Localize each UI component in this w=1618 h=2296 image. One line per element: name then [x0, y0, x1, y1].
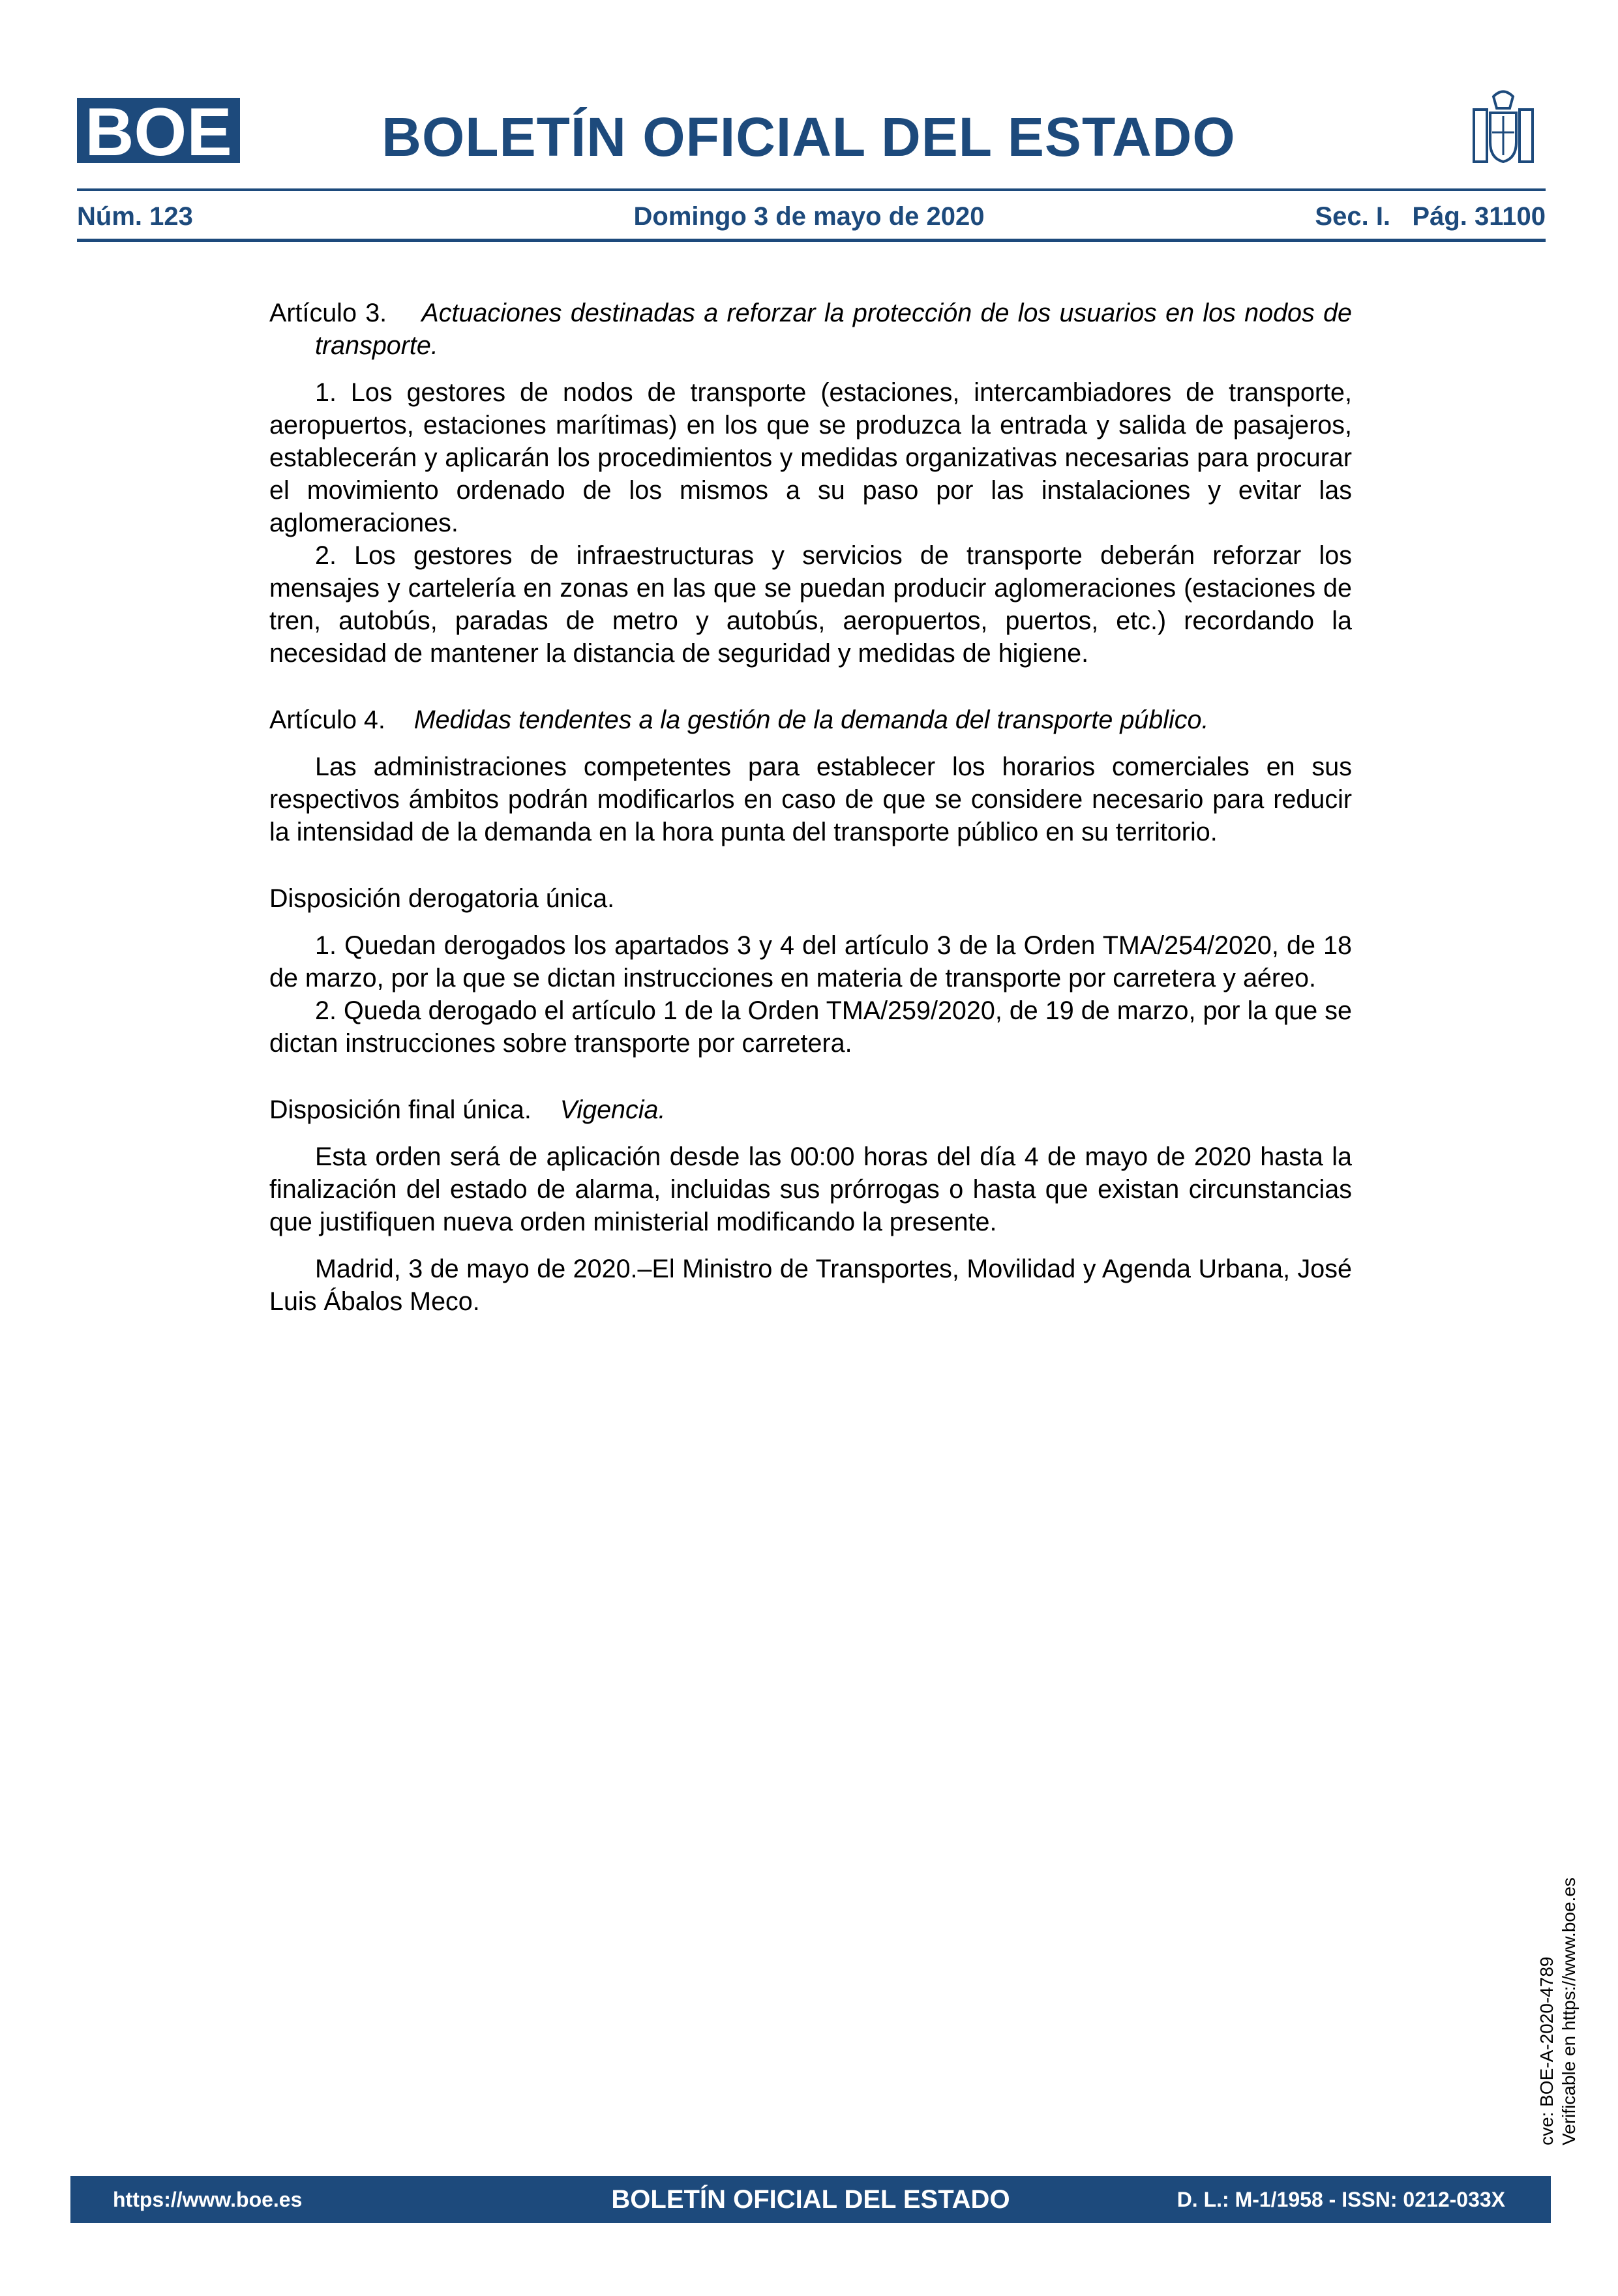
issue-number: Núm. 123: [77, 202, 193, 231]
final-title: Vigencia.: [560, 1096, 666, 1124]
footer-url-link[interactable]: https://www.boe.es: [113, 2188, 303, 2211]
header-rule-bottom: [77, 239, 1546, 242]
logo-text: BOE: [85, 98, 232, 163]
article-3-paragraph-1: 1. Los gestores de nodos de transporte (estaciones, intercambiadores de transporte, aeropuertos, estaciones marítimas) en los que se produzca la entrada y salida de pasajeros, establecerán y aplicarán los procedimientos y medidas organizativas necesarias para procurar el movimiento ordenado de los mismos a su paso por las instalaciones y evitar las aglomeraciones.: [269, 378, 1352, 537]
verify-link[interactable]: Verificable en https://www.boe.es: [1559, 1877, 1579, 2145]
footer-bar: [70, 2176, 1551, 2223]
article-3-heading: [269, 297, 1352, 362]
cve-code: cve: BOE-A-2020-4789: [1536, 1956, 1557, 2145]
coat-of-arms-icon: [1461, 83, 1546, 175]
article-4-label: Artículo 4.: [269, 706, 385, 734]
article-3-paragraph-2: 2. Los gestores de infraestructuras y servicios de transporte deberán reforzar los mensajes y cartelería en zonas en las que se puedan producir aglomeraciones (estaciones de tren, autobús, paradas de metro y autobús, aeropuertos, puertos, etc.) recordando la necesidad de mantener la distancia de seguridad y medidas de higiene.: [269, 541, 1352, 668]
footer-title: BOLETÍN OFICIAL DEL ESTADO: [611, 2185, 1010, 2214]
signature: Madrid, 3 de mayo de 2020.–El Ministro de Transportes, Movilidad y Agenda Urbana, José Luis Ábalos Meco.: [269, 1255, 1352, 1316]
footer-legal: D. L.: M-1/1958 - ISSN: 0212-033X: [1176, 2188, 1505, 2211]
section-label: Sec. I.: [1315, 202, 1391, 231]
section-page: [1315, 197, 1546, 236]
document-body: [269, 297, 1352, 1318]
final-label: Disposición final única.: [269, 1096, 532, 1124]
page-label: Pág. 31100: [1412, 202, 1546, 231]
derogatory-heading: Disposición derogatoria única.: [269, 884, 615, 913]
article-4-title: Medidas tendentes a la gestión de la demanda del transporte público.: [413, 706, 1209, 734]
final-heading: [269, 1094, 1352, 1126]
derogatory-paragraph-1: 1. Quedan derogados los apartados 3 y 4 del artículo 3 de la Orden TMA/254/2020, de 18 de marzo, por la que se dictan instrucciones en materia de transporte por carretera y aéreo.: [269, 931, 1352, 992]
issue-date: Domingo 3 de mayo de 2020: [633, 202, 985, 231]
final-paragraph-1: Esta orden será de aplicación desde las 00:00 horas del día 4 de mayo de 2020 hasta la finalización del estado de alarma, incluidas sus prórrogas o hasta que existan circunstancias que justifiquen nueva orden ministerial modificando la presente.: [269, 1142, 1352, 1236]
article-3-title: Actuaciones destinadas a reforzar la protección de los usuarios en los nodos de transporte.: [315, 299, 1353, 360]
article-4-heading: [269, 704, 1352, 736]
article-4-paragraph-1: Las administraciones competentes para establecer los horarios comerciales en sus respectivos ámbitos podrán modificarlos en caso de que se considere necesario para reducir la intensidad de la demanda en la hora punta del transporte público en su territorio.: [269, 753, 1352, 846]
header-rule-top: [77, 188, 1546, 191]
article-3-label: Artículo 3.: [269, 299, 387, 327]
masthead-title: BOLETÍN OFICIAL DEL ESTADO: [382, 106, 1236, 168]
side-verification: [1536, 1877, 1580, 2145]
boe-logo: [77, 98, 240, 163]
derogatory-paragraph-2: 2. Queda derogado el artículo 1 de la Orden TMA/259/2020, de 19 de marzo, por la que se dictan instrucciones sobre transporte por carretera.: [269, 996, 1352, 1058]
